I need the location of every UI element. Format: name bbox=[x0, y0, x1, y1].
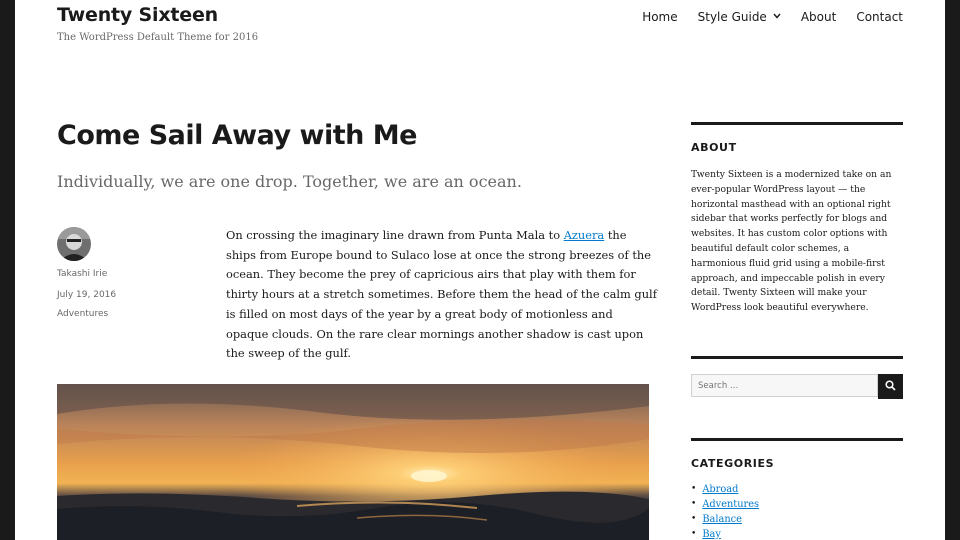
post-content-text: On crossing the imaginary line drawn from Punta Mala to bbox=[226, 228, 564, 242]
post-date[interactable]: July 19, 2016 bbox=[57, 290, 117, 300]
post-subtitle: Individually, we are one drop. Together, we are an ocean. bbox=[57, 172, 522, 191]
categories-widget bbox=[691, 438, 903, 540]
about-widget-title: ABOUT bbox=[691, 141, 737, 154]
category-link[interactable]: • Balance bbox=[702, 514, 742, 525]
avatar[interactable] bbox=[57, 227, 91, 261]
about-widget bbox=[691, 122, 903, 316]
search-form bbox=[691, 374, 903, 399]
widget-divider bbox=[691, 356, 903, 359]
azuera-link[interactable]: Azuera bbox=[563, 228, 605, 242]
site-description: The WordPress Default Theme for 2016 bbox=[57, 32, 259, 43]
category-item[interactable] bbox=[691, 512, 903, 527]
category-item[interactable] bbox=[691, 482, 903, 497]
category-link[interactable]: • Bay bbox=[702, 529, 721, 540]
categories-list bbox=[691, 482, 903, 540]
categories-widget-title: CATEGORIES bbox=[691, 457, 775, 470]
search-button[interactable] bbox=[878, 374, 903, 399]
chevron-down-icon bbox=[773, 12, 781, 22]
widget-divider bbox=[691, 122, 903, 125]
search-icon bbox=[885, 379, 896, 394]
nav-item-label: Home bbox=[642, 10, 678, 24]
search-widget-divider-wrap bbox=[691, 356, 903, 359]
page-frame bbox=[15, 0, 945, 540]
widget-divider bbox=[691, 438, 903, 441]
nav-item-style-guide[interactable] bbox=[698, 10, 781, 24]
nav-item-home[interactable] bbox=[642, 10, 677, 24]
main-navigation bbox=[642, 10, 903, 24]
search-input[interactable] bbox=[691, 374, 878, 397]
post-author[interactable]: Takashi Irie bbox=[57, 269, 108, 279]
post-content-text: the ships from Europe bound to Sulaco lose at once the strong breezes of the ocean. They become the prey of capricious airs that play with them for thirty hours at a stretch sometimes. Before them the head of the calm gulf is filled on most days of the year by a great body of motionless and opaque clouds. On the rare clear mornings another shadow is cast upon the sweep of the gulf. bbox=[226, 228, 657, 361]
featured-image bbox=[57, 384, 649, 540]
site-title[interactable]: Twenty Sixteen bbox=[57, 4, 218, 26]
category-item[interactable] bbox=[691, 527, 903, 540]
about-widget-text: Twenty Sixteen is a modernized take on an ever-popular WordPress layout — the horizontal masthead with an optional right sidebar that works perfectly for blogs and websites. It has custom color options with beautiful default color schemes, a harmonious fluid grid using a mobile-first approach, and impeccable polish in every detail. Twenty Sixteen will make your WordPress look beautiful everywhere. bbox=[691, 169, 892, 314]
post-category[interactable]: Adventures bbox=[57, 309, 109, 319]
post-content bbox=[226, 226, 658, 364]
category-link[interactable]: • Abroad bbox=[702, 484, 739, 495]
nav-item-about[interactable] bbox=[801, 10, 836, 24]
nav-item-label: Contact bbox=[856, 10, 903, 24]
post-title[interactable]: Come Sail Away with Me bbox=[57, 120, 417, 151]
category-link[interactable]: • Adventures bbox=[702, 499, 760, 510]
nav-item-label: About bbox=[800, 10, 837, 24]
nav-item-label: Style Guide bbox=[697, 10, 767, 24]
nav-item-contact[interactable] bbox=[856, 10, 903, 24]
category-item[interactable] bbox=[691, 497, 903, 512]
